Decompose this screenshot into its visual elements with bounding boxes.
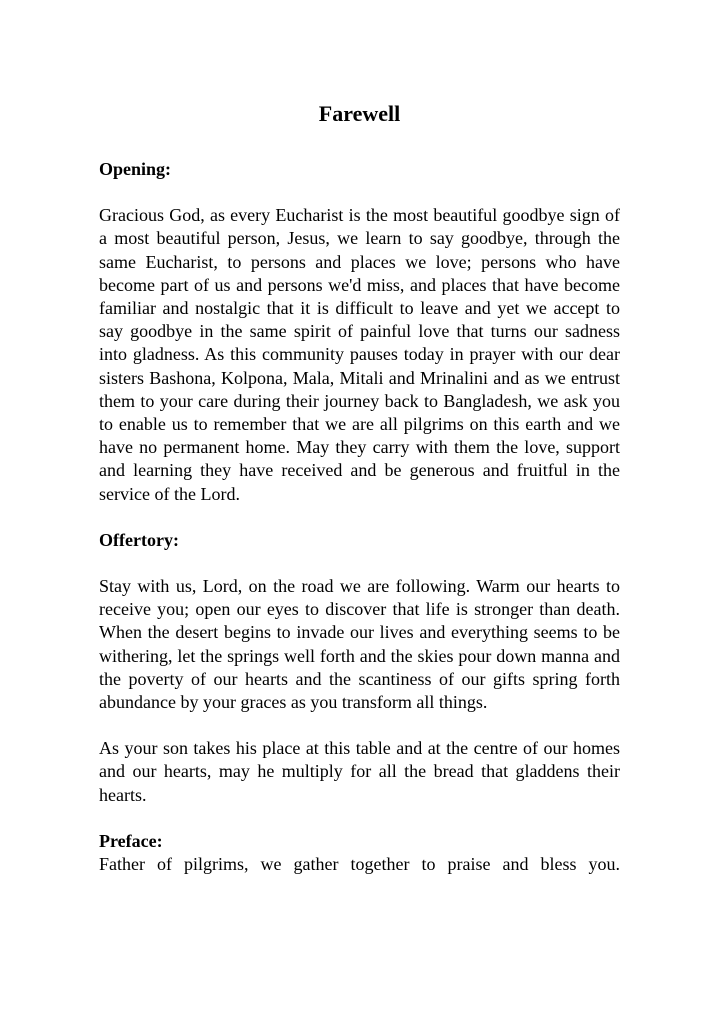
spacer [99, 807, 620, 830]
document-body [99, 158, 620, 876]
section-heading-offertory: Offertory: [99, 529, 179, 550]
section-heading-preface: Preface: [99, 830, 163, 851]
spacer [99, 552, 620, 575]
paragraph-opening: Gracious God, as every Eucharist is the most beautiful goodbye sign of a most beautiful person, Jesus, we learn to say goodbye, through the same Eucharist, to persons and places we love; persons who have become part of us and persons we'd miss, and places that have become familiar and nostalgic that it is difficult to leave and yet we accept to say goodbye in the same spirit of painful love that turns our sadness into gladness. As this community pauses today in prayer with our dear sisters Bashona, Kolpona, Mala, Mitali and Mrinalini and as we entrust them to your care during their journey back to Bangladesh, we ask you to enable us to remember that we are all pilgrims on this earth and we have no permanent home. May they carry with them the love, support and learning they have received and be generous and fruitful in the service of the Lord. [99, 205, 620, 504]
paragraph-preface: Father of pilgrims, we gather together to praise and bless you. [99, 854, 620, 875]
document-title: Farewell [318, 101, 401, 126]
section-heading-opening: Opening: [99, 159, 172, 179]
spacer [99, 714, 620, 737]
spacer [99, 181, 620, 204]
spacer [99, 506, 620, 529]
paragraph-offertory-1: Stay with us, Lord, on the road we are following. Warm our hearts to receive you; open our eyes to discover that life is stronger than death. When the desert begins to invade our lives and everything seems to be withering, let the springs well forth and the skies pour down manna and the poverty of our hearts and the scantiness of our gifts spring forth abundance by your graces as you transform all things. [99, 576, 620, 713]
paragraph-offertory-2: As your son takes his place at this table and at the centre of our homes and our hearts, may he multiply for all the bread that gladdens their hearts. [99, 738, 620, 805]
